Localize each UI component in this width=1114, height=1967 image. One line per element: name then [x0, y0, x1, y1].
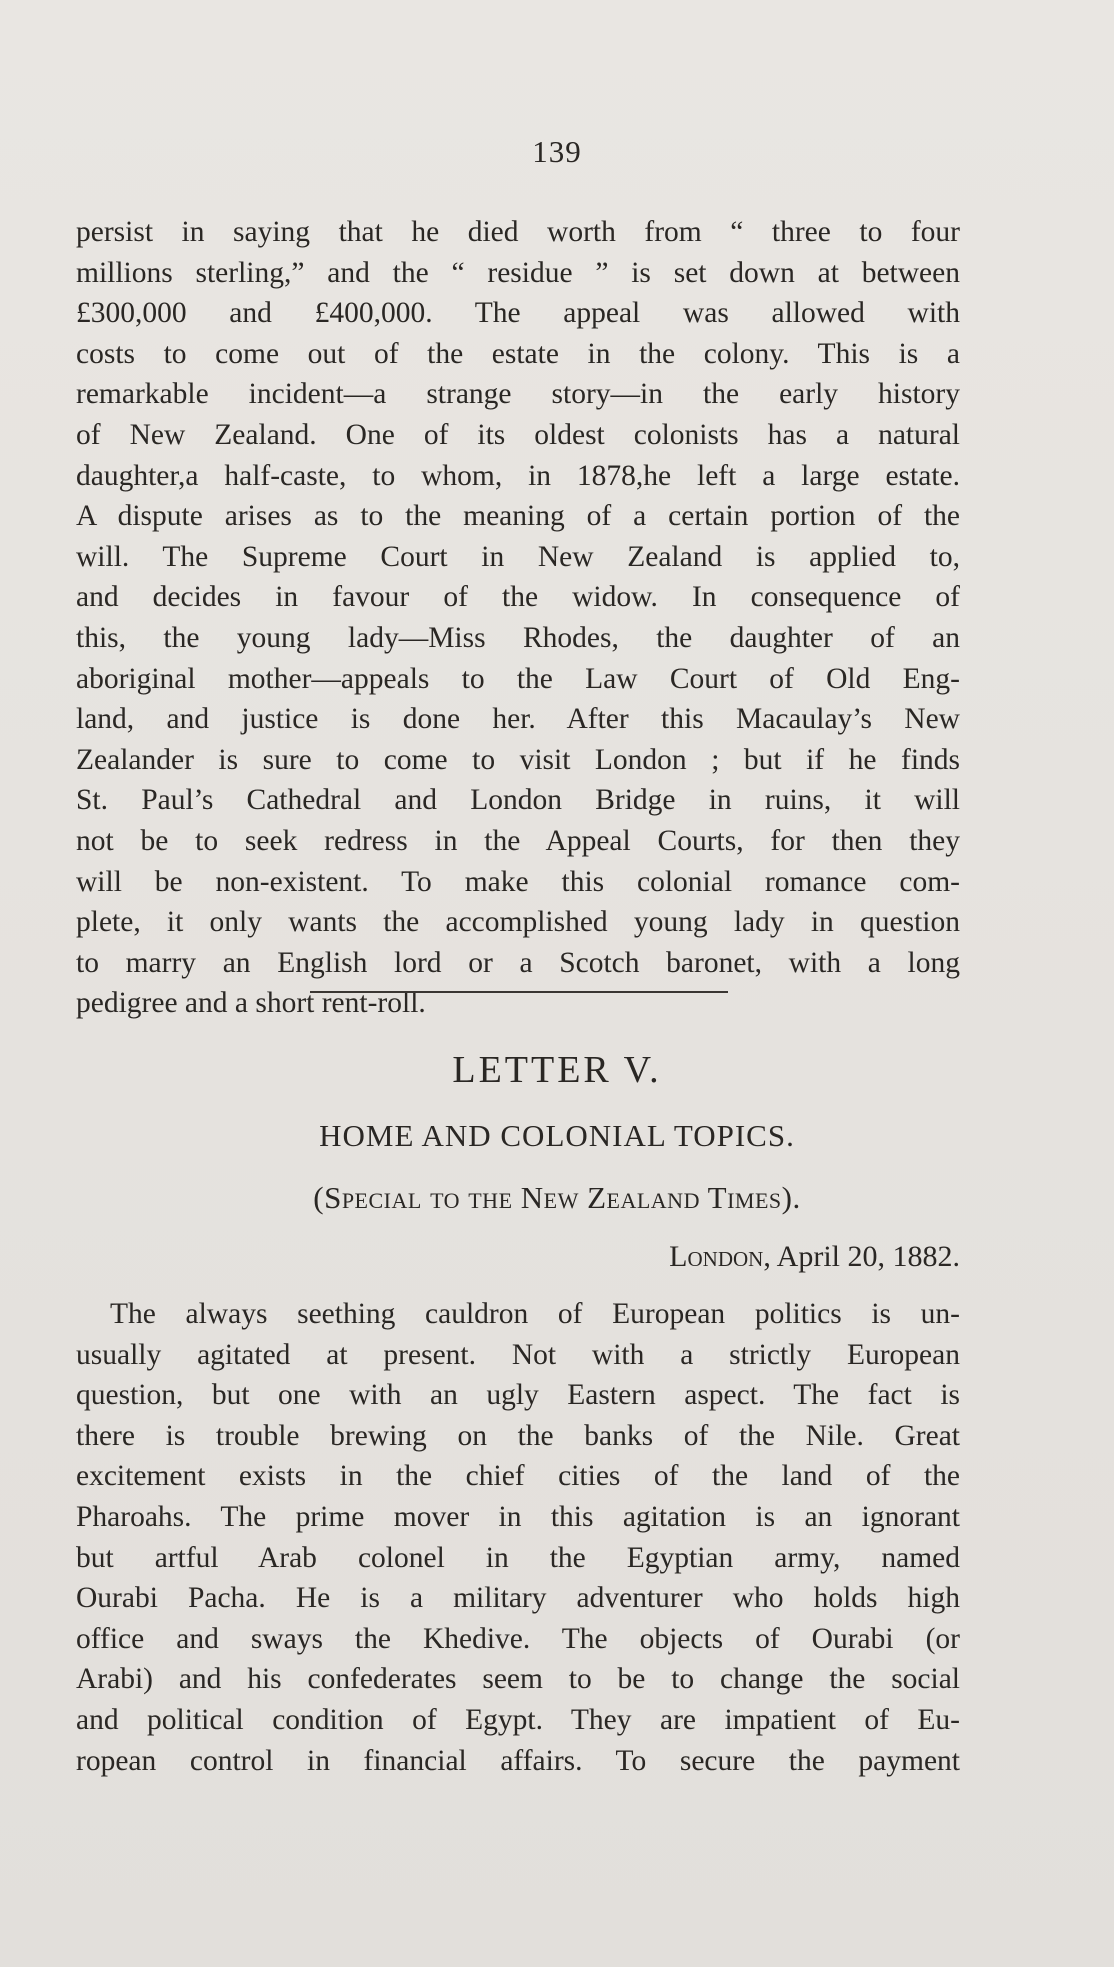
text-line: millions sterling,” and the “ residue ” is set down at between	[76, 256, 960, 289]
text-line: but artful Arab colonel in the Egyptian army, named	[76, 1541, 960, 1574]
text-line: persist in saying that he died worth from “ three to four	[76, 216, 960, 248]
text-line: to marry an English lord or a Scotch baronet, with a long	[76, 946, 960, 979]
text-line: this, the young lady—Miss Rhodes, the daughter of an	[76, 621, 960, 654]
text-line: A dispute arises as to the meaning of a certain portion of the	[76, 500, 960, 533]
text-line: not be to seek redress in the Appeal Courts, for then they	[76, 824, 960, 857]
text-line: land, and justice is done her. After this Macaulay’s New	[76, 703, 960, 736]
text-line: excitement exists in the chief cities of the land of the	[76, 1460, 960, 1493]
text-line: will be non-existent. To make this colonial romance com-	[76, 865, 960, 898]
text-line: The always seething cauldron of European politics is un-	[110, 1298, 960, 1330]
topics-heading: HOME AND COLONIAL TOPICS.	[319, 1118, 795, 1153]
new-paragraph	[76, 1294, 960, 1781]
text-line: office and sways the Khedive. The objects of Ourabi (or	[76, 1622, 960, 1655]
special-heading: (Special to the New Zealand Times).	[313, 1180, 801, 1215]
text-line: £300,000 and £400,000. The appeal was allowed with	[76, 297, 960, 330]
text-line: Zealander is sure to come to visit London ; but if he finds	[76, 743, 960, 776]
dateline-date: , April 20, 1882.	[763, 1240, 960, 1273]
text-line: plete, it only wants the accomplished young lady in question	[76, 906, 960, 939]
page-number: 139	[532, 134, 582, 169]
text-line: remarkable incident—a strange story—in the early history	[76, 378, 960, 411]
text-line: costs to come out of the estate in the colony. This is a	[76, 337, 960, 370]
text-line: question, but one with an ugly Eastern aspect. The fact is	[76, 1379, 960, 1412]
text-line: Ourabi Pacha. He is a military adventurer who holds high	[76, 1582, 960, 1615]
dateline	[669, 1240, 960, 1274]
continued-paragraph	[76, 212, 960, 1024]
text-line: daughter,a half-caste, to whom, in 1878,he left a large estate.	[76, 459, 960, 492]
text-line: St. Paul’s Cathedral and London Bridge in ruins, it will	[76, 784, 960, 817]
text-line: and decides in favour of the widow. In consequence of	[76, 581, 960, 614]
dateline-place: London	[669, 1240, 764, 1273]
letter-heading: LETTER V.	[452, 1049, 662, 1091]
text-line: aboriginal mother—appeals to the Law Court of Old Eng-	[76, 662, 960, 695]
text-line: ropean control in financial affairs. To secure the payment	[76, 1744, 960, 1777]
section-divider	[310, 991, 728, 993]
text-line: usually agitated at present. Not with a strictly European	[76, 1338, 960, 1371]
text-line: of New Zealand. One of its oldest colonists has a natural	[76, 418, 960, 451]
text-line: will. The Supreme Court in New Zealand is applied to,	[76, 540, 960, 573]
text-line: pedigree and a short rent-roll.	[76, 987, 426, 1020]
text-line: Pharoahs. The prime mover in this agitation is an ignorant	[76, 1500, 960, 1533]
text-line: and political condition of Egypt. They are impatient of Eu-	[76, 1703, 960, 1736]
text-line: Arabi) and his confederates seem to be to change the social	[76, 1663, 960, 1696]
text-line: there is trouble brewing on the banks of the Nile. Great	[76, 1419, 960, 1452]
